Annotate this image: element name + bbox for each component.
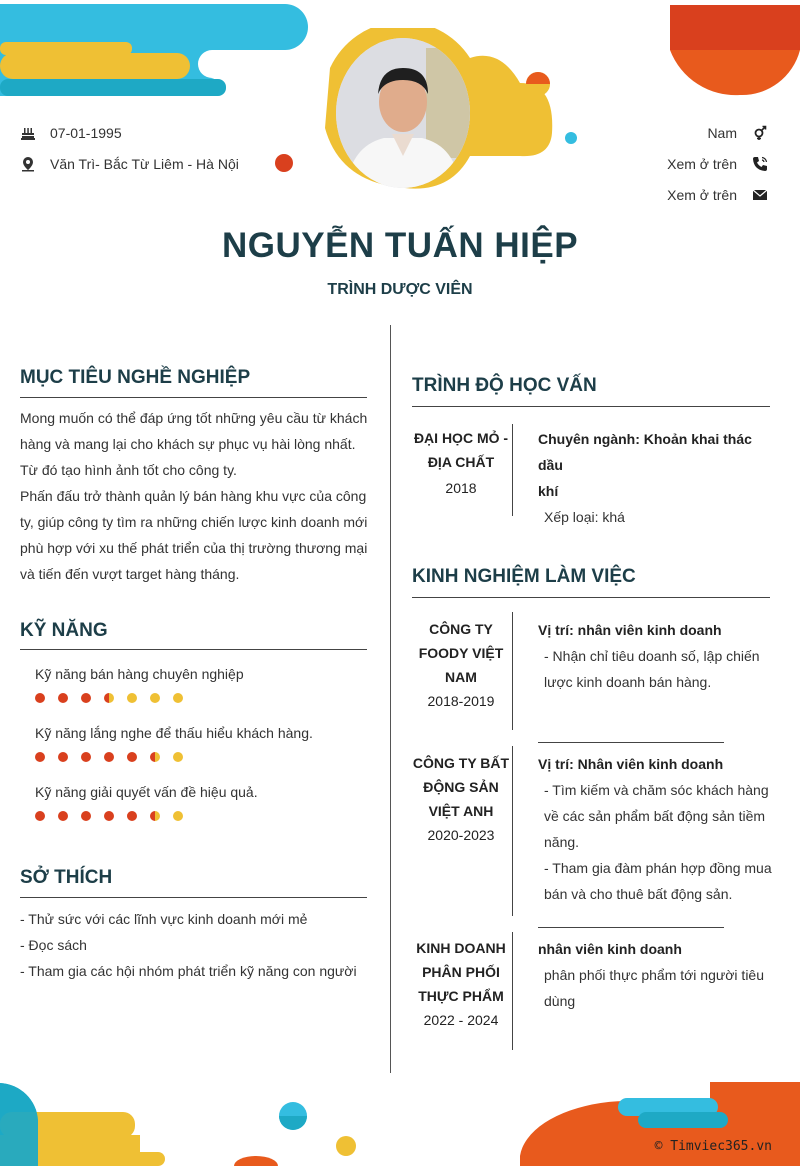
major-line: khí — [538, 483, 559, 499]
company-line: VIỆT ANH — [428, 803, 494, 819]
gender: Nam — [707, 125, 737, 141]
skill-dot — [58, 811, 68, 821]
location-pin-icon — [20, 156, 36, 172]
experience-divider — [512, 746, 513, 916]
experience-position: Vị trí: nhân viên kinh doanh — [538, 622, 722, 638]
experience-desc-line: lược kinh doanh bán hàng. — [544, 674, 712, 690]
company-line: KINH DOANH — [416, 940, 506, 956]
hobbies-underline — [20, 897, 367, 898]
skill-label: Kỹ năng giải quyết vấn đề hiệu quả. — [35, 784, 258, 800]
experience-divider — [512, 612, 513, 730]
education-school — [411, 426, 511, 500]
skills-underline — [20, 649, 367, 650]
company-line: NAM — [445, 669, 477, 685]
copyright: © Timviec365.vn — [654, 1139, 772, 1154]
envelope-icon — [752, 187, 768, 203]
birthdate-row — [20, 125, 122, 141]
skill-dot — [173, 752, 183, 762]
skill-dot — [35, 693, 45, 703]
skill-dot — [173, 811, 183, 821]
experience-position: Vị trí: Nhân viên kinh doanh — [538, 756, 724, 772]
experience-separator — [538, 927, 724, 928]
skill-dot — [81, 811, 91, 821]
bottom-center-decoration — [220, 1098, 360, 1166]
experience-desc-line: phân phối thực phẩm tới người tiêu — [544, 967, 765, 983]
skill-rating — [35, 752, 183, 762]
top-left-decoration — [0, 0, 310, 100]
phone: Xem ở trên — [667, 156, 737, 172]
skill-label: Kỹ năng lắng nghe để thấu hiểu khách hàng. — [35, 725, 313, 741]
skill-dot — [81, 693, 91, 703]
objective-line: Từ đó tạo hình ảnh tốt cho công ty. — [20, 462, 237, 478]
experience-company — [411, 751, 511, 847]
experience-desc-line: - Tìm kiếm và chăm sóc khách hàng — [544, 782, 769, 798]
email: Xem ở trên — [667, 187, 737, 203]
job-title: TRÌNH DƯỢC VIÊN — [327, 281, 473, 298]
objective-title: MỤC TIÊU NGHỀ NGHIỆP — [20, 367, 251, 388]
hobbies-title: SỞ THÍCH — [20, 867, 113, 888]
skill-label: Kỹ năng bán hàng chuyên nghiệp — [35, 666, 244, 682]
skill-dot — [104, 811, 114, 821]
hobby-item: - Tham gia các hội nhóm phát triển kỹ năng con người — [20, 963, 357, 979]
education-detail — [538, 426, 773, 530]
education-title: TRÌNH ĐỘ HỌC VẤN — [412, 375, 597, 396]
top-right-decoration — [660, 0, 800, 100]
skill-dot — [81, 752, 91, 762]
company-line: CÔNG TY BẤT — [412, 755, 510, 771]
company-line: FOODY VIỆT — [418, 645, 504, 661]
education-grade: Xếp loại: khá — [544, 509, 625, 525]
phone-icon — [752, 156, 768, 172]
avatar — [336, 38, 470, 188]
experience-years: 2022 - 2024 — [423, 1012, 499, 1028]
company-line: THỰC PHẨM — [418, 988, 504, 1004]
cake-icon — [20, 125, 36, 141]
full-name: NGUYỄN TUẤN HIỆP — [221, 226, 579, 265]
phone-row — [667, 156, 768, 172]
bottom-left-decoration — [0, 1080, 170, 1166]
objective-line: ty, giúp công ty tìm ra những chiến lược kinh doanh mới — [20, 514, 368, 530]
address: Văn Trì- Bắc Từ Liêm - Hà Nội — [50, 156, 239, 172]
experience-desc-line: năng. — [544, 834, 580, 850]
skill-dot — [58, 752, 68, 762]
skill-dot — [35, 752, 45, 762]
skill-dot — [104, 693, 114, 703]
experience-desc-line: - Nhận chỉ tiêu doanh số, lập chiến — [544, 648, 760, 664]
school-line: ĐỊA CHẤT — [427, 454, 495, 470]
experience-title: KINH NGHIỆM LÀM VIỆC — [412, 566, 636, 587]
company-line: PHÂN PHỐI — [422, 964, 500, 980]
company-line: ĐỘNG SẢN — [423, 779, 499, 795]
address-row — [20, 156, 239, 172]
experience-underline — [412, 597, 770, 598]
experience-company — [411, 617, 511, 713]
objective-text — [20, 405, 380, 587]
objective-line: phù hợp với xu thế phát triển của thị trường thương mại — [20, 540, 368, 556]
major-line: Chuyên ngành: Khoản khai thác dầu — [538, 431, 752, 473]
education-divider — [512, 424, 513, 516]
email-row — [667, 187, 768, 203]
experience-desc-line: bán và cho thuê bất động sản. — [544, 886, 733, 902]
skill-dot — [150, 693, 160, 703]
birthdate: 07-01-1995 — [50, 125, 122, 141]
skill-dot — [150, 752, 160, 762]
experience-divider — [512, 932, 513, 1050]
hobby-item: - Thử sức với các lĩnh vực kinh doanh mới mẻ — [20, 911, 308, 927]
objective-line: và tiến đến vượt target hàng tháng. — [20, 566, 240, 582]
education-underline — [412, 406, 770, 407]
skill-dot — [173, 693, 183, 703]
hobby-item: - Đọc sách — [20, 937, 87, 953]
experience-desc-line: dùng — [544, 993, 576, 1009]
experience-desc-line: - Tham gia đàm phán hợp đồng mua — [544, 860, 772, 876]
skill-dot — [104, 752, 114, 762]
experience-desc-line: về các sản phẩm bất động sản tiềm — [544, 808, 766, 824]
experience-detail — [538, 751, 773, 907]
company-line: CÔNG TY — [429, 621, 493, 637]
skill-dot — [127, 693, 137, 703]
experience-years: 2020-2023 — [427, 827, 495, 843]
skill-dot — [127, 811, 137, 821]
skill-dot — [58, 693, 68, 703]
school-line: ĐẠI HỌC MỎ - — [413, 430, 509, 446]
skill-dot — [150, 811, 160, 821]
experience-position: nhân viên kinh doanh — [538, 941, 682, 957]
education-year: 2018 — [445, 480, 477, 496]
objective-underline — [20, 397, 367, 398]
objective-line: Mong muốn có thể đáp ứng tốt những yêu cầu từ khách — [20, 410, 368, 426]
gender-row — [707, 125, 768, 141]
experience-detail — [538, 936, 773, 1014]
objective-line: Phấn đấu trở thành quản lý bán hàng khu vực của công — [20, 488, 367, 504]
experience-separator — [538, 742, 724, 743]
column-divider — [390, 325, 391, 1073]
gender-icon — [752, 125, 768, 141]
experience-company — [411, 936, 511, 1032]
skill-rating — [35, 811, 183, 821]
skill-dot — [35, 811, 45, 821]
skills-title: KỸ NĂNG — [20, 620, 108, 641]
experience-detail — [538, 617, 773, 695]
objective-line: hàng và mang lại cho khách sự phục vụ hài lòng nhất. — [20, 436, 356, 452]
skill-rating — [35, 693, 183, 703]
skill-dot — [127, 752, 137, 762]
experience-years: 2018-2019 — [427, 693, 495, 709]
